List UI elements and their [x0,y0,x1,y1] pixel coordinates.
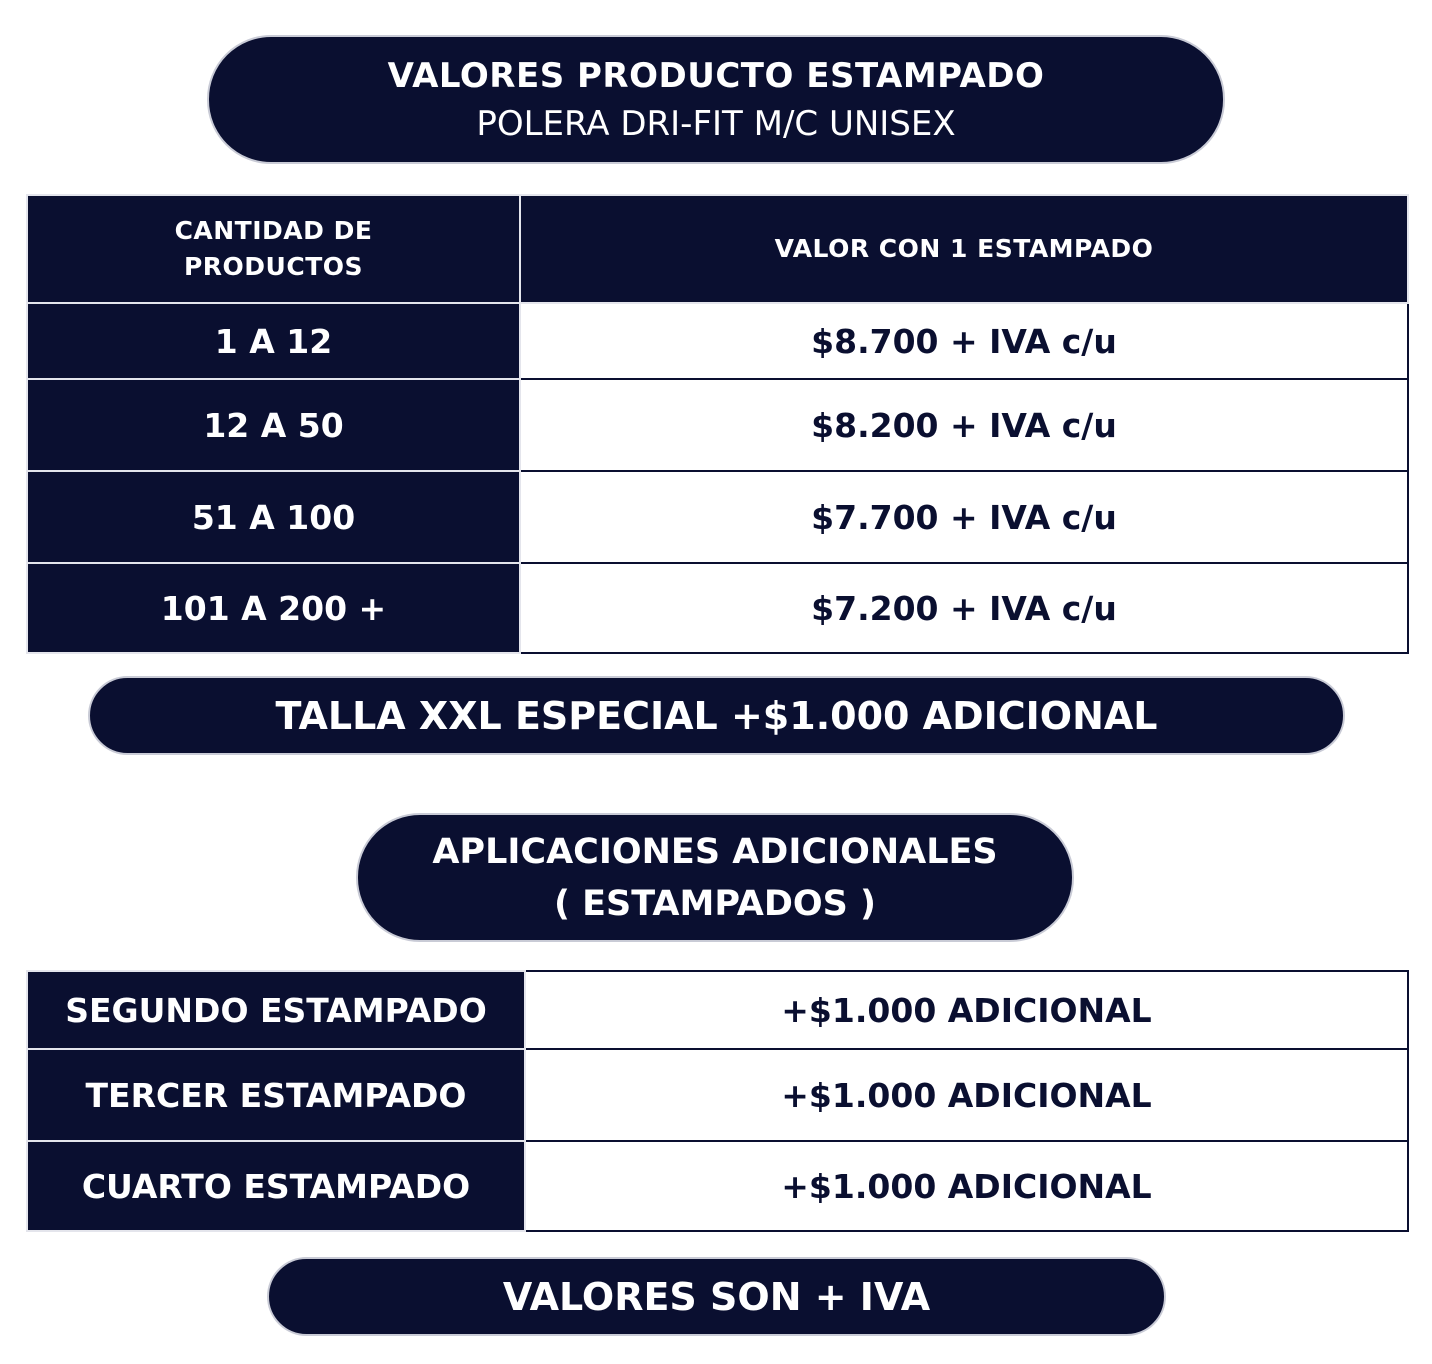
price-table [26,194,1409,654]
quantity-cell: 1 A 12 [27,303,520,379]
iva-note-banner [267,1257,1166,1336]
application-price-cell: +$1.000 ADICIONAL [525,1049,1408,1141]
xxl-surcharge-text: TALLA XXL ESPECIAL +$1.000 ADICIONAL [275,693,1158,738]
application-price-cell: +$1.000 ADICIONAL [525,971,1408,1049]
page-subtitle: POLERA DRI-FIT M/C UNISEX [476,103,956,144]
application-name-cell: SEGUNDO ESTAMPADO [27,971,525,1049]
quantity-cell: 12 A 50 [27,379,520,471]
quantity-cell: 101 A 200 + [27,563,520,653]
table-row [27,971,1408,1049]
table-row [27,1141,1408,1231]
iva-note-text: VALORES SON + IVA [502,1274,931,1319]
column-header-quantity [27,195,520,303]
table-row [27,563,1408,653]
price-cell: $7.700 + IVA c/u [520,471,1408,563]
price-table-header [27,195,1408,303]
applications-title: APLICACIONES ADICIONALES [432,831,998,872]
application-name-cell: TERCER ESTAMPADO [27,1049,525,1141]
table-row [27,471,1408,563]
application-price-cell: +$1.000 ADICIONAL [525,1141,1408,1231]
page-title: VALORES PRODUCTO ESTAMPADO [387,55,1045,96]
applications-banner [356,813,1074,942]
applications-subtitle: ( ESTAMPADOS ) [553,883,877,924]
table-row [27,379,1408,471]
applications-table [26,970,1409,1232]
column-header-quantity-label: CANTIDAD DE PRODUCTOS [174,216,373,281]
quantity-cell: 51 A 100 [27,471,520,563]
xxl-surcharge-banner [88,676,1345,755]
table-row [27,303,1408,379]
column-header-price: VALOR CON 1 ESTAMPADO [520,195,1408,303]
price-cell: $8.700 + IVA c/u [520,303,1408,379]
price-cell: $8.200 + IVA c/u [520,379,1408,471]
price-cell: $7.200 + IVA c/u [520,563,1408,653]
title-banner [207,35,1225,164]
application-name-cell: CUARTO ESTAMPADO [27,1141,525,1231]
table-row [27,1049,1408,1141]
